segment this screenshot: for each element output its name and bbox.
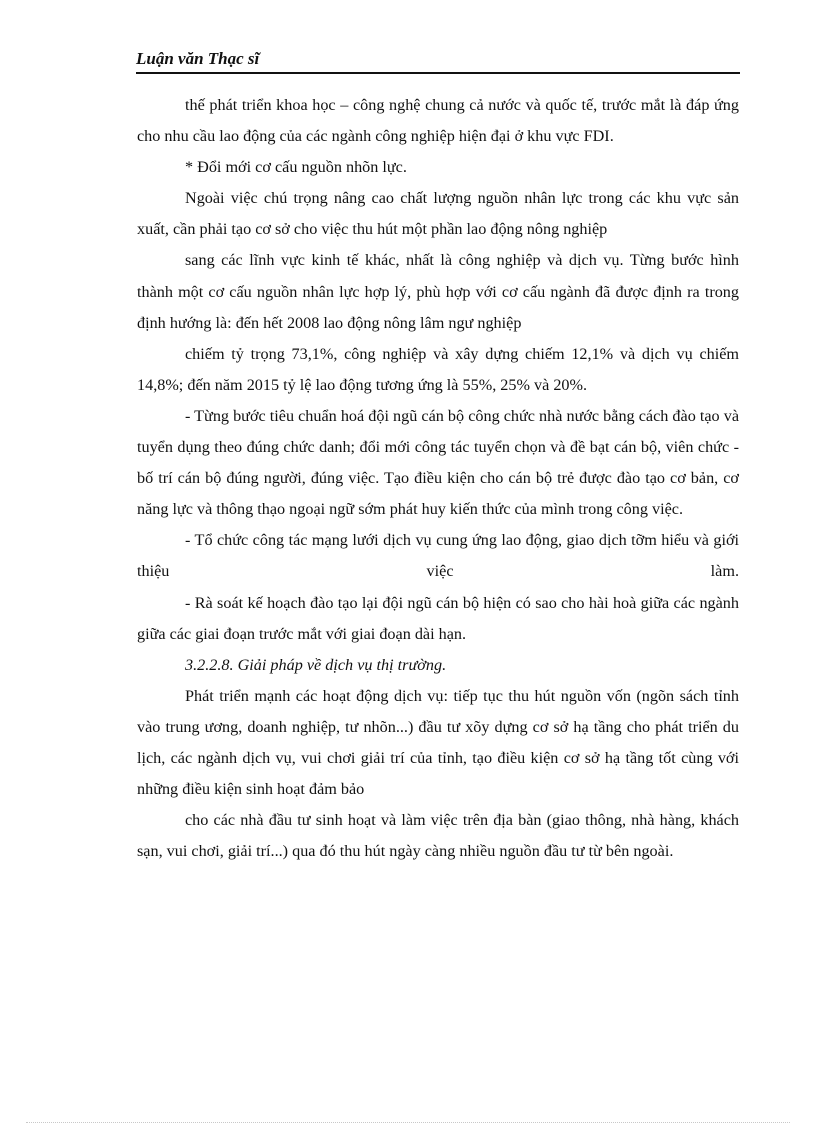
page-header xyxy=(136,48,740,74)
paragraph-3: sang các lĩnh vực kinh tế khác, nhất là công nghiệp và dịch vụ. Từng bước hình thành một cơ cấu nguồn nhân lực hợp lý, phù hợp với cơ cấu ngành đã được định ra trong định hướng là: đến hết 2008 lao động nông lâm ngư nghiệp xyxy=(137,251,739,332)
document-body xyxy=(137,90,739,867)
header-title: Luận văn Thạc sĩ xyxy=(136,49,260,68)
paragraph-2: Ngoài việc chú trọng nâng cao chất lượng nguồn nhân lực trong các khu vực sản xuất, cần phải tạo cơ sở cho việc thu hút một phần lao động nông nghiệp xyxy=(137,189,739,239)
paragraph-9: cho các nhà đầu tư sinh hoạt và làm việc trên địa bàn (giao thông, nhà hàng, khách sạn, vui chơi, giải trí...) qua đó thu hút ngày càng nhiều nguồn đầu tư từ bên ngoài. xyxy=(137,811,739,861)
paragraph-5: - Từng bước tiêu chuẩn hoá đội ngũ cán bộ công chức nhà nước bằng cách đào tạo và tuyển dụng theo đúng chức danh; đổi mới công tác tuyển chọn và đề bạt cán bộ, viên chức - bố trí cán bộ đúng người, đúng việc. Tạo điều kiện cho cán bộ trẻ được đào tạo cơ bản, cơ năng lực và thông thạo ngoại ngữ sớm phát huy kiến thức của mình trong công việc. xyxy=(137,406,739,519)
paragraph-1: thế phát triển khoa học – công nghệ chung cả nước và quốc tế, trước mắt là đáp ứng cho nhu cầu lao động của các ngành công nghiệp hiện đại ở khu vực FDI. xyxy=(137,96,739,146)
paragraph-8: Phát triển mạnh các hoạt động dịch vụ: tiếp tục thu hút nguồn vốn (ngõn sách tỉnh vào trung ương, doanh nghiệp, tư nhõn...) đầu tư xõy dựng cơ sở hạ tầng cho phát triển du lịch, các ngành dịch vụ, vui chơi giải trí của tỉnh, tạo điều kiện cơ sở hạ tầng tốt cùng với những điều kiện sinh hoạt đảm bảo xyxy=(137,686,739,799)
subsection-heading: 3.2.2.8. Giải pháp về dịch vụ thị trường. xyxy=(185,655,447,674)
paragraph-7: - Rà soát kế hoạch đào tạo lại đội ngũ cán bộ hiện có sao cho hài hoà giữa các ngành giữa các giai đoạn trước mắt với giai đoạn dài hạn. xyxy=(137,593,739,643)
section-bullet-heading: * Đổi mới cơ cấu nguồn nhõn lực. xyxy=(185,158,407,177)
paragraph-4: chiếm tỷ trọng 73,1%, công nghiệp và xây dựng chiếm 12,1% và dịch vụ chiếm 14,8%; đến năm 2015 tỷ lệ lao động tương ứng là 55%, 25% và 20%. xyxy=(137,344,739,394)
paragraph-6: - Tổ chức công tác mạng lưới dịch vụ cung ứng lao động, giao dịch tỡm hiểu và giới thiệu việc làm. xyxy=(137,531,739,581)
